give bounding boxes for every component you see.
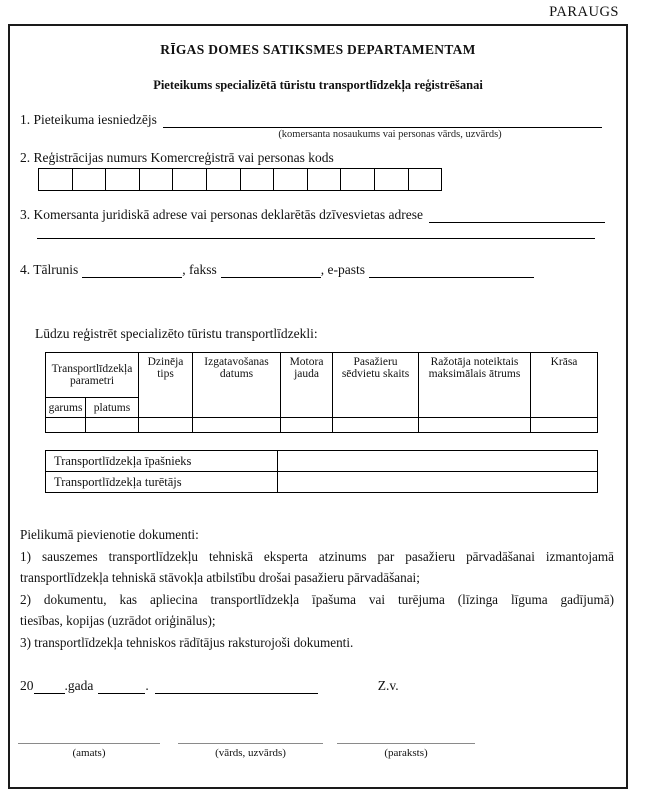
col-header-passenger-seats: Pasažieru sēdvietu skaits (333, 353, 419, 418)
address-input-line-2[interactable] (37, 238, 595, 239)
attachments-title: Pielikumā pievienotie dokumenti: (20, 527, 199, 542)
phone-input-line[interactable] (82, 263, 182, 278)
regnumber-box[interactable] (340, 168, 375, 191)
recipient-title: RĪGAS DOMES SATIKSMES DEPARTAMENTAM (160, 42, 476, 57)
form-title: Pieteikums specializētā tūristu transportlīdzekļa reģistrēšanai (153, 78, 483, 92)
regnumber-box[interactable] (172, 168, 207, 191)
name-caption: (vārds, uzvārds) (215, 747, 286, 759)
regnumber-box[interactable] (206, 168, 241, 191)
vehicle-input-engine-power[interactable] (281, 418, 333, 433)
phone-label: 4. Tālrunis (20, 262, 79, 277)
owner-label: Transportlīdzekļa īpašnieks (46, 451, 278, 472)
gada-label: .gada (64, 678, 94, 693)
vehicle-input-engine-type[interactable] (139, 418, 193, 433)
sig-block-name (178, 743, 323, 759)
vehicle-input-passenger-seats[interactable] (333, 418, 419, 433)
field-address-row (20, 207, 605, 223)
register-request-intro: Lūdzu reģistrēt specializēto tūristu transportlīdzekli: (35, 326, 318, 341)
regnumber-box[interactable] (139, 168, 174, 191)
col-header-color: Krāsa (531, 353, 598, 418)
attachment-item-2-cont: tiesības, kopijas (uzrādot oriģinālus); (20, 613, 216, 629)
attachment-item-2: 2) dokumentu, kas apliecina transportlīdzekļa īpašuma vai turējuma (līzinga līguma gadījumā) (20, 591, 614, 607)
address-input-line-1[interactable] (429, 208, 605, 223)
regnumber-box[interactable] (38, 168, 73, 191)
attachment-item-3: 3) transportlīdzekļa tehniskos rādītājus raksturojoši dokumenti. (20, 634, 354, 650)
sig-block-position (18, 743, 160, 759)
email-input-line[interactable] (369, 263, 534, 278)
col-header-length: garums (46, 398, 86, 418)
regnumber-boxes (38, 168, 442, 191)
vehicle-input-max-speed[interactable] (419, 418, 531, 433)
address-label: 3. Komersanta juridiskā adrese vai personas deklarētās dzīvesvietas adrese (20, 207, 423, 222)
regnumber-box[interactable] (72, 168, 107, 191)
signature-caption: (paraksts) (384, 747, 428, 759)
col-header-parameters: Transportlīdzekļa parametri (46, 353, 139, 398)
vehicle-input-length[interactable] (46, 418, 86, 433)
regnumber-box[interactable] (374, 168, 409, 191)
date-dot: . (145, 678, 149, 693)
regnumber-box[interactable] (240, 168, 275, 191)
sig-block-signature (337, 743, 475, 759)
vehicle-input-manufacture-date[interactable] (193, 418, 281, 433)
col-header-width: platums (86, 398, 139, 418)
field-applicant-row (20, 112, 602, 128)
field-contacts-row (20, 262, 534, 278)
holder-label: Transportlīdzekļa turētājs (46, 472, 278, 493)
vehicle-input-width[interactable] (86, 418, 139, 433)
regnumber-box[interactable] (273, 168, 308, 191)
fax-label: , fakss (182, 262, 217, 277)
year-input-line[interactable] (34, 679, 65, 694)
applicant-label: 1. Pieteikuma iesniedzējs (20, 112, 157, 127)
regnumber-box[interactable] (307, 168, 342, 191)
position-caption: (amats) (72, 747, 106, 759)
vehicle-input-color[interactable] (531, 418, 598, 433)
attachment-item-1: 1) sauszemes transportlīdzekļu tehniskā eksperta atzinums par pasažieru pārvadāšanai izmantojamā (20, 548, 614, 564)
day-input-line[interactable] (98, 679, 145, 694)
year-prefix: 20 (20, 678, 34, 693)
regnumber-label: 2. Reģistrācijas numurs Komercreģistrā vai personas kods (20, 150, 334, 165)
owner-table (45, 450, 598, 493)
applicant-hint: (komersanta nosaukums vai personas vārds, uzvārds) (278, 129, 502, 140)
attachments-section (20, 524, 614, 654)
owner-input[interactable] (278, 451, 598, 472)
fax-input-line[interactable] (221, 263, 321, 278)
vehicle-table (45, 352, 598, 433)
col-header-engine-type: Dzinēja tips (139, 353, 193, 418)
email-label: , e-pasts (320, 262, 365, 277)
regnumber-box[interactable] (408, 168, 443, 191)
col-header-max-speed: Ražotāja noteiktais maksimālais ātrums (419, 353, 531, 418)
col-header-manufacture-date: Izgatavošanas datums (193, 353, 281, 418)
form-outline (8, 24, 628, 789)
date-row (20, 678, 399, 694)
applicant-input-line[interactable] (163, 113, 602, 128)
regnumber-box[interactable] (105, 168, 140, 191)
col-header-engine-power: Motora jauda (281, 353, 333, 418)
month-input-line[interactable] (155, 679, 318, 694)
holder-input[interactable] (278, 472, 598, 493)
attachment-item-1-cont: transportlīdzekļa tehniskā stāvokļa atbilstību drošai pasažieru pārvadāšanai; (20, 570, 420, 586)
watermark-paraugs: PARAUGS (549, 4, 619, 20)
seal-label: Z.v. (377, 678, 399, 693)
